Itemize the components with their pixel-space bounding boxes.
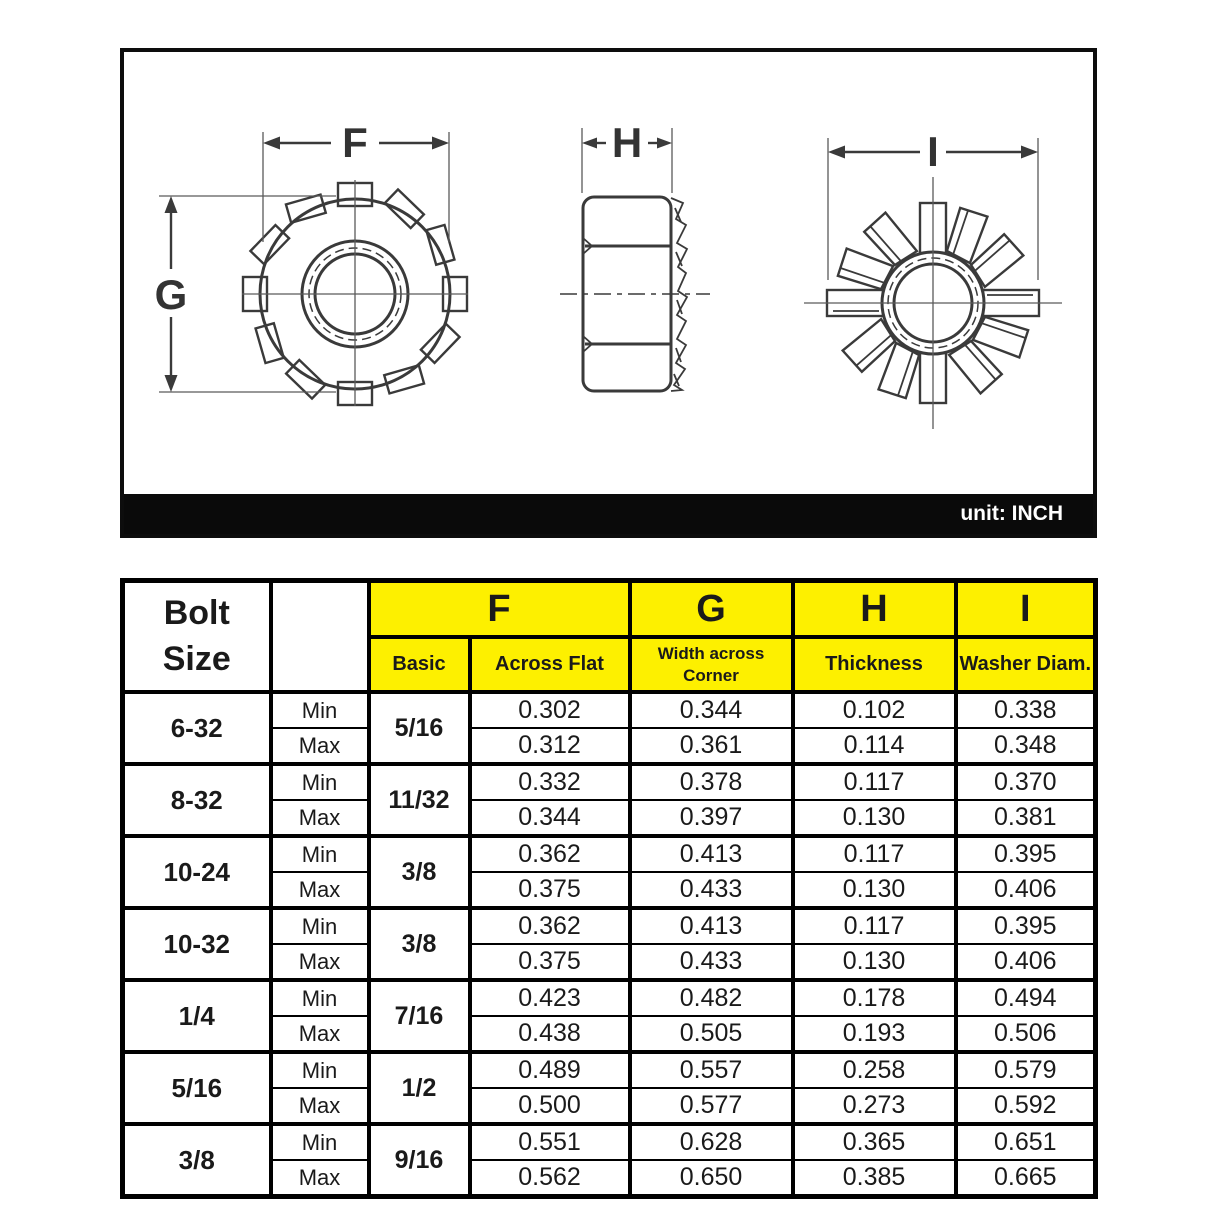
basic-value-cell: 11/32 bbox=[369, 764, 470, 836]
max-label-cell: Max bbox=[271, 1160, 369, 1197]
keps-nut-drawing bbox=[124, 52, 1093, 494]
min-label-cell: Min bbox=[271, 764, 369, 800]
value-cell: 0.273 bbox=[793, 1088, 956, 1124]
table-row bbox=[123, 908, 1096, 944]
table-row bbox=[123, 836, 1096, 872]
value-cell: 0.665 bbox=[956, 1160, 1096, 1197]
table-row bbox=[123, 692, 1096, 728]
max-label-cell: Max bbox=[271, 728, 369, 764]
table-row bbox=[123, 1124, 1096, 1160]
minmax-header-blank bbox=[271, 581, 369, 693]
keps-nut-side-view bbox=[560, 119, 710, 391]
value-cell: 0.628 bbox=[630, 1124, 793, 1160]
value-cell: 0.395 bbox=[956, 908, 1096, 944]
bolt-size-header-line1: Bolt bbox=[163, 593, 230, 632]
bolt-size-cell: 10-32 bbox=[123, 908, 271, 980]
value-cell: 0.482 bbox=[630, 980, 793, 1016]
col-header-g: G bbox=[630, 581, 793, 638]
bolt-size-cell: 1/4 bbox=[123, 980, 271, 1052]
value-cell: 0.114 bbox=[793, 728, 956, 764]
lock-washer-view bbox=[804, 128, 1062, 429]
min-label-cell: Min bbox=[271, 980, 369, 1016]
unit-label: unit: INCH bbox=[960, 502, 1063, 525]
value-cell: 0.551 bbox=[470, 1124, 630, 1160]
value-cell: 0.258 bbox=[793, 1052, 956, 1088]
max-label-cell: Max bbox=[271, 944, 369, 980]
value-cell: 0.562 bbox=[470, 1160, 630, 1197]
value-cell: 0.365 bbox=[793, 1124, 956, 1160]
col-header-h: H bbox=[793, 581, 956, 638]
value-cell: 0.130 bbox=[793, 800, 956, 836]
dim-label-g: G bbox=[154, 271, 188, 318]
subheader-basic: Basic bbox=[369, 637, 470, 692]
bolt-size-cell: 8-32 bbox=[123, 764, 271, 836]
min-label-cell: Min bbox=[271, 692, 369, 728]
value-cell: 0.579 bbox=[956, 1052, 1096, 1088]
technical-drawing bbox=[120, 48, 1097, 538]
value-cell: 0.385 bbox=[793, 1160, 956, 1197]
min-label-cell: Min bbox=[271, 836, 369, 872]
value-cell: 0.117 bbox=[793, 836, 956, 872]
table-row bbox=[123, 980, 1096, 1016]
bolt-size-cell: 3/8 bbox=[123, 1124, 271, 1197]
basic-value-cell: 3/8 bbox=[369, 908, 470, 980]
value-cell: 0.406 bbox=[956, 872, 1096, 908]
col-header-i: I bbox=[956, 581, 1096, 638]
value-cell: 0.506 bbox=[956, 1016, 1096, 1052]
value-cell: 0.577 bbox=[630, 1088, 793, 1124]
bolt-size-cell: 6-32 bbox=[123, 692, 271, 764]
value-cell: 0.423 bbox=[470, 980, 630, 1016]
min-label-cell: Min bbox=[271, 1124, 369, 1160]
min-label-cell: Min bbox=[271, 908, 369, 944]
min-label-cell: Min bbox=[271, 1052, 369, 1088]
value-cell: 0.438 bbox=[470, 1016, 630, 1052]
value-cell: 0.362 bbox=[470, 908, 630, 944]
subheader-width-across-corner: Width across Corner bbox=[630, 637, 793, 692]
table-row bbox=[123, 1052, 1096, 1088]
value-cell: 0.130 bbox=[793, 944, 956, 980]
value-cell: 0.505 bbox=[630, 1016, 793, 1052]
value-cell: 0.344 bbox=[470, 800, 630, 836]
basic-value-cell: 3/8 bbox=[369, 836, 470, 908]
value-cell: 0.375 bbox=[470, 872, 630, 908]
value-cell: 0.344 bbox=[630, 692, 793, 728]
value-cell: 0.500 bbox=[470, 1088, 630, 1124]
value-cell: 0.413 bbox=[630, 908, 793, 944]
basic-value-cell: 7/16 bbox=[369, 980, 470, 1052]
value-cell: 0.117 bbox=[793, 764, 956, 800]
table-row bbox=[123, 764, 1096, 800]
dim-label-i: I bbox=[927, 128, 939, 175]
value-cell: 0.178 bbox=[793, 980, 956, 1016]
value-cell: 0.348 bbox=[956, 728, 1096, 764]
value-cell: 0.117 bbox=[793, 908, 956, 944]
subheader-washer-diam: Washer Diam. bbox=[956, 637, 1096, 692]
value-cell: 0.378 bbox=[630, 764, 793, 800]
bolt-size-header bbox=[123, 581, 271, 693]
value-cell: 0.332 bbox=[470, 764, 630, 800]
value-cell: 0.375 bbox=[470, 944, 630, 980]
max-label-cell: Max bbox=[271, 1016, 369, 1052]
value-cell: 0.395 bbox=[956, 836, 1096, 872]
value-cell: 0.651 bbox=[956, 1124, 1096, 1160]
value-cell: 0.592 bbox=[956, 1088, 1096, 1124]
keps-nut-front-view bbox=[155, 119, 468, 406]
basic-value-cell: 9/16 bbox=[369, 1124, 470, 1197]
basic-value-cell: 5/16 bbox=[369, 692, 470, 764]
value-cell: 0.361 bbox=[630, 728, 793, 764]
subheader-across-flat: Across Flat bbox=[470, 637, 630, 692]
value-cell: 0.338 bbox=[956, 692, 1096, 728]
subheader-thickness: Thickness bbox=[793, 637, 956, 692]
dim-label-h: H bbox=[611, 119, 643, 166]
value-cell: 0.489 bbox=[470, 1052, 630, 1088]
basic-value-cell: 1/2 bbox=[369, 1052, 470, 1124]
value-cell: 0.312 bbox=[470, 728, 630, 764]
dim-label-f: F bbox=[342, 119, 368, 166]
value-cell: 0.433 bbox=[630, 872, 793, 908]
value-cell: 0.370 bbox=[956, 764, 1096, 800]
bolt-size-cell: 10-24 bbox=[123, 836, 271, 908]
bolt-size-cell: 5/16 bbox=[123, 1052, 271, 1124]
max-label-cell: Max bbox=[271, 872, 369, 908]
value-cell: 0.406 bbox=[956, 944, 1096, 980]
value-cell: 0.102 bbox=[793, 692, 956, 728]
value-cell: 0.557 bbox=[630, 1052, 793, 1088]
value-cell: 0.381 bbox=[956, 800, 1096, 836]
value-cell: 0.397 bbox=[630, 800, 793, 836]
value-cell: 0.494 bbox=[956, 980, 1096, 1016]
value-cell: 0.362 bbox=[470, 836, 630, 872]
bolt-size-header-line2: Size bbox=[162, 639, 231, 678]
value-cell: 0.193 bbox=[793, 1016, 956, 1052]
value-cell: 0.413 bbox=[630, 836, 793, 872]
max-label-cell: Max bbox=[271, 800, 369, 836]
value-cell: 0.650 bbox=[630, 1160, 793, 1197]
value-cell: 0.130 bbox=[793, 872, 956, 908]
dimension-spec-table bbox=[120, 578, 1098, 1199]
dimension-H bbox=[582, 119, 672, 193]
value-cell: 0.433 bbox=[630, 944, 793, 980]
max-label-cell: Max bbox=[271, 1088, 369, 1124]
unit-bar bbox=[124, 494, 1093, 534]
col-header-f: F bbox=[369, 581, 630, 638]
value-cell: 0.302 bbox=[470, 692, 630, 728]
